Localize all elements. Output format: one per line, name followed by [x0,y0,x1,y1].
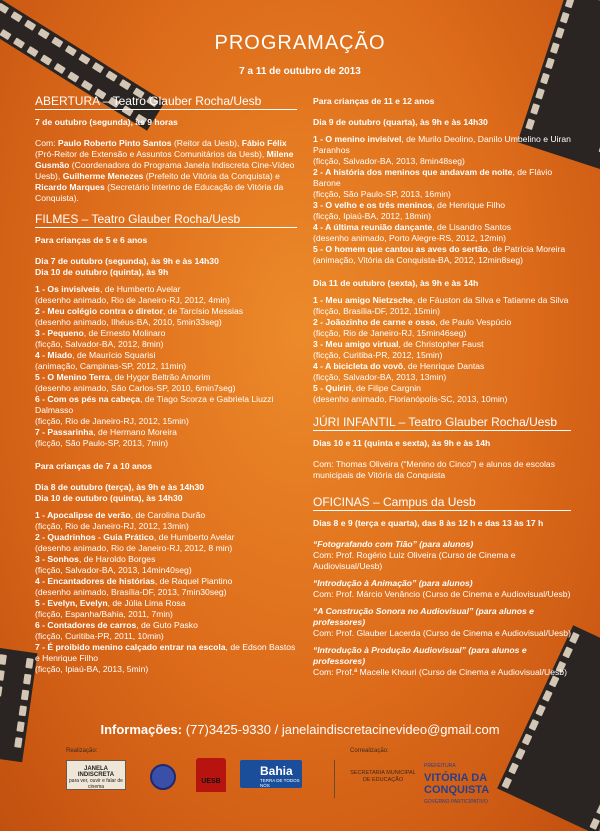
film-item: 2 - Meu colégio contra o diretor, de Tarcísio Messias (desenho animado, Ilhéus-BA, 2010, 5min33seg) [35,306,244,327]
bahia-logo: Bahia TERRA DE TODOS NÓS [240,760,302,788]
group3-film-list [313,134,571,266]
film-item: 4 - Miado, de Maurício Squarisi (animação, Campinas-SP, 2012, 11min) [35,350,187,371]
secretaria-educacao-logo: SECRETARIA MUNICIPAL DE EDUCAÇÃO [350,770,416,783]
film-item: 4 - A bicicleta do vovô, de Henrique Dantas (ficção, Salvador-BA, 2013, 13min) [313,361,485,382]
oficinas-date: Dias 8 e 9 (terça e quarta), das 8 às 12 h e das 13 às 17 h [313,518,544,528]
film-item: 2 - Joãozinho de carne e osso, de Paulo Vespúcio (ficção, Rio de Janeiro-RJ, 15min46seg) [313,317,512,338]
filmes-title: FILMES – Teatro Glauber Rocha/Uesb [35,214,297,228]
film-item: 2 - A história dos meninos que andavam de noite, de Flávio Barone (ficção, São Paulo-SP, 2013, 16min) [313,167,553,199]
oficinas-list [313,539,571,678]
film-item: 3 - O velho e os três meninos, de Henrique Filho (ficção, Ipiaú-BA, 2012, 18min) [313,200,506,221]
correalizacao-label: Correalização: [350,748,389,754]
footer-divider [334,760,335,798]
oficina-item: “Fotografando com Tião” (para alunos) Com: Prof. Rogério Luiz Oliveira (Curso de Cinema e Audiovisual/Uesb) [313,539,516,571]
juri-title: JÚRI INFANTIL – Teatro Glauber Rocha/Uesb [313,417,571,431]
oficina-item: “A Construção Sonora no Audiovisual” (para alunos e professores) Com: Prof. Glauber Lacerda (Curso de Cinema e Audiovisual/Uesb) [313,606,571,638]
event-dates: 7 a 11 de outubro de 2013 [239,66,361,77]
film-item: 7 - Passarinha, de Hermano Moreira (ficção, São Paulo-SP, 2013, 7min) [35,427,177,448]
juri-date: Dias 10 e 11 (quinta e sexta), às 9h e às 14h [313,438,491,448]
group2-date-2: Dia 10 de outubro (quinta), às 14h30 [35,493,183,503]
contact-info [0,722,600,737]
film-item: 3 - Pequeno, de Ernesto Molinaro (ficção, Salvador-BA, 2012, 8min) [35,328,166,349]
group2-film-list [35,510,297,675]
film-item: 3 - Sonhos, de Haroldo Borges (ficção, Salvador-BA, 2013, 14min40seg) [35,554,192,575]
film-strip-bottom-left [0,648,37,762]
group2-heading: Para crianças de 7 a 10 anos [35,461,153,471]
prefeitura-vdc-logo: PREFEITURA VITÓRIA DA CONQUISTA GOVERNO PARTICIPATIVO [424,763,490,805]
abertura-text: Com: Paulo Roberto Pinto Santos (Reitor da Uesb), Fábio Félix (Pró-Reitor de Extensão e Assuntos Comunitários da Uesb), Milene Gusmão (Coordenadora do Programa Janela Indiscreta Cine-Vídeo Uesb), Guilherme Menezes (Prefeito de Vitória da Conquista) e Ricardo Marques (Secretário Interino de Educação de Vitória da Conquista). [35,138,295,203]
footer-logos [44,746,530,816]
group4-date-1: Dia 11 de outubro (sexta), às 9h e às 14h [313,278,479,288]
film-item: 1 - Apocalipse de verão, de Carolina Durão (ficção, Rio de Janeiro-RJ, 2012, 13min) [35,510,206,531]
film-item: 4 - A última reunião dançante, de Lisandro Santos (desenho animado, Porto Alegre-RS, 2012, 12min) [313,222,512,243]
group2-date-1: Dia 8 de outubro (terça), às 9h e às 14h30 [35,482,205,492]
left-column [35,96,297,675]
abertura-date: 7 de outubro (segunda), às 9 horas [35,117,178,127]
group1-date-1: Dia 7 de outubro (segunda), às 9h e às 14h30 [35,256,219,266]
film-item: 5 - O Menino Terra, de Hygor Beltrão Amorim (desenho animado, São Carlos-SP, 2010, 6min7seg) [35,372,236,393]
realizacao-label: Realização: [66,748,98,754]
film-item: 5 - Quiriri, de Filipe Cargnin (desenho animado, Florianópolis-SC, 2013, 10min) [313,383,508,404]
info-text: (77)3425-9330 / janelaindiscretacinevideo@gmail.com [182,722,500,737]
film-item: 1 - Meu amigo Nietzsche, de Fáuston da Silva e Tatianne da Silva (ficção, Brasília-DF, 2012, 15min) [313,295,569,316]
group3-date-1: Dia 9 de outubro (quarta), às 9h e às 14h30 [313,117,488,127]
film-item: 6 - Contadores de carros, de Guto Pasko (ficção, Curitiba-PR, 2011, 10min) [35,620,198,641]
abertura-title: ABERTURA – Teatro Glauber Rocha/Uesb [35,96,297,110]
group1-heading: Para crianças de 5 e 6 anos [35,235,148,245]
film-item: 7 - É proibido menino calçado entrar na escola, de Edson Bastos e Henrique Filho (ficção, Ipiaú-BA, 2013, 5min) [35,642,296,674]
group4-film-list [313,295,571,405]
film-item: 3 - Meu amigo virtual, de Christopher Faust (ficção, Curitiba-PR, 2012, 15min) [313,339,484,360]
info-label: Informações: [100,722,183,737]
film-item: 1 - O menino invisível, de Murilo Deolino, Danilo Umbelino e Uiran Paranhos (ficção, Salvador-BA, 2013, 8min48seg) [313,134,571,166]
group1-film-list [35,284,297,449]
uesb-logo: UESB [196,758,226,792]
film-item: 5 - O homem que cantou as aves do sertão, de Patrícia Moreira (animação, Vitória da Conquista-BA, 2012, 12min8seg) [313,244,566,265]
film-item: 6 - Com os pés na cabeça, de Tiago Scorza e Gabriela Liuzzi Dalmasso (ficção, Rio de Janeiro-RJ, 2012, 15min) [35,394,274,426]
juri-text: Com: Thomas Oliveira (“Menino do Cinco”) e alunos de escolas municipais de Vitória da Conquista [313,459,556,480]
cine-logo [150,764,176,790]
janela-indiscreta-logo: JANELA INDISCRETA para ver, ouvir e falar de cinema [66,760,126,790]
oficina-item: “Introdução à Animação” (para alunos) Com: Prof. Márcio Venâncio (Curso de Cinema e Audiovisual/Uesb) [313,578,571,599]
right-column [313,96,571,684]
film-item: 4 - Encantadores de histórias, de Raquel Piantino (desenho animado, Brasília-DF, 2013, 7min30seg) [35,576,233,597]
film-item: 1 - Os invisíveis, de Humberto Avelar (desenho animado, Rio de Janeiro-RJ, 2012, 4min) [35,284,230,305]
oficinas-title: OFICINAS – Campus da Uesb [313,497,571,511]
group3-heading: Para crianças de 11 e 12 anos [313,96,435,106]
group1-date-2: Dia 10 de outubro (quinta), às 9h [35,267,169,277]
film-item: 2 - Quadrinhos - Guia Prático, de Humberto Avelar (desenho animado, Rio de Janeiro-RJ, 2012, 8 min) [35,532,235,553]
film-item: 5 - Evelyn, Evelyn, de Júlia Lima Rosa (ficção, Espanha/Bahia, 2011, 7min) [35,598,186,619]
oficina-item: “Introdução à Produção Audiovisual” (para alunos e professores) Com: Prof.ª Macelle Khouri (Curso de Cinema e Audiovisual/Uesb) [313,645,567,677]
page-title: PROGRAMAÇÃO [214,32,386,54]
